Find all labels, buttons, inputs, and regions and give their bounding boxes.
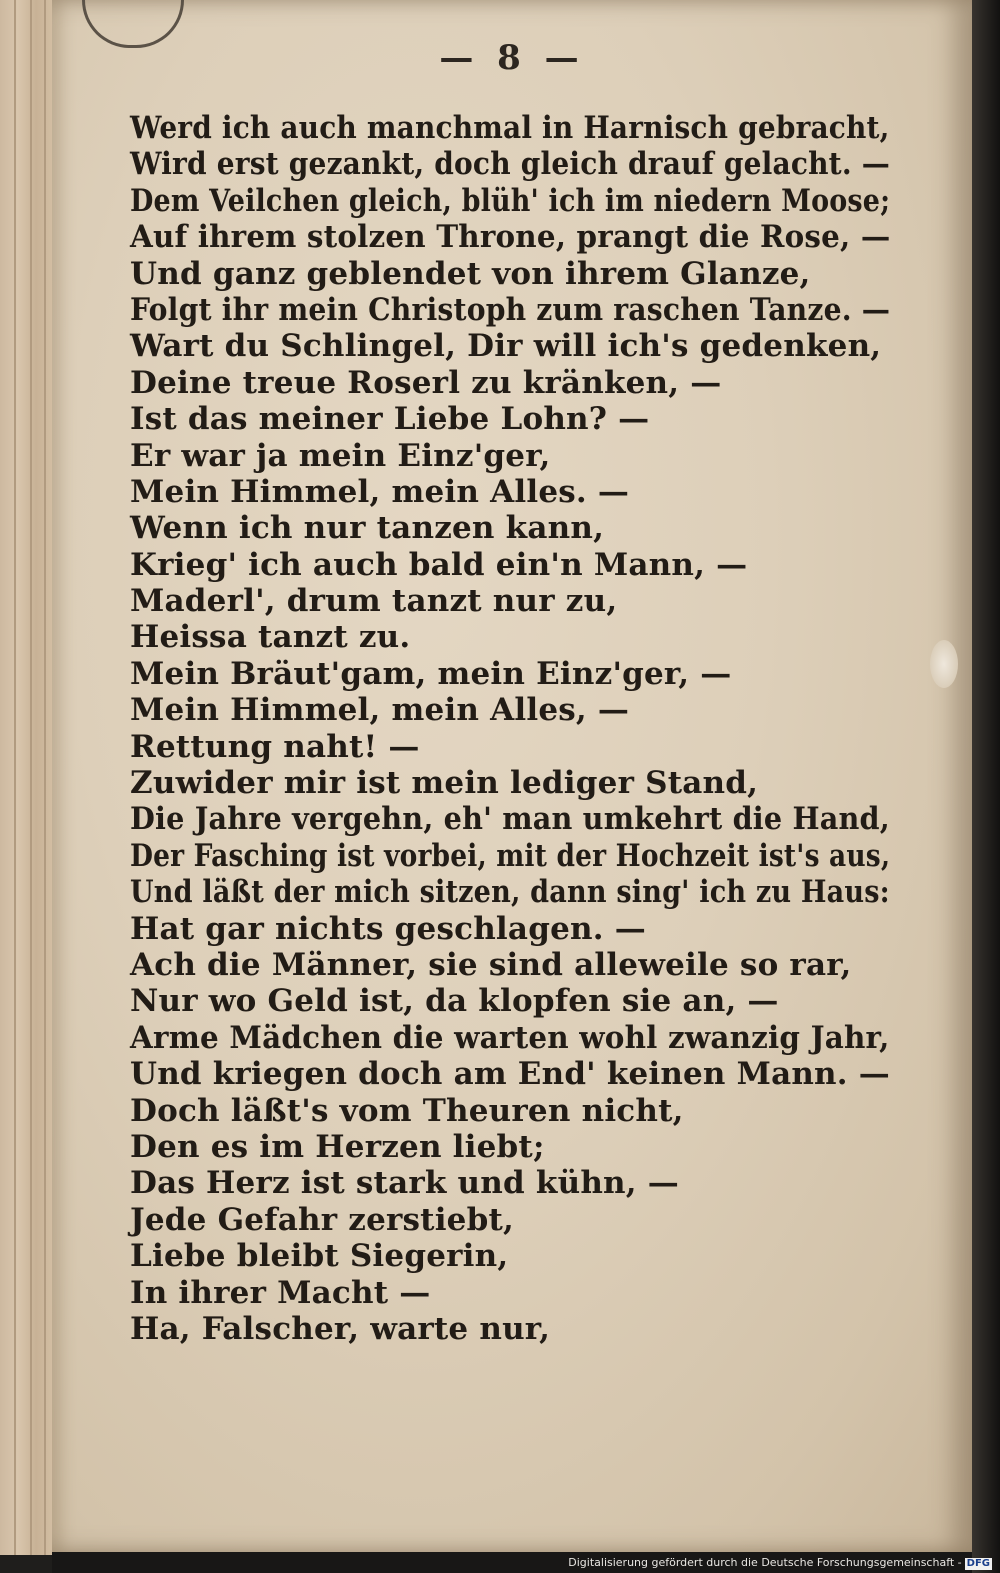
page-edge-line	[44, 0, 46, 1555]
verse-text	[130, 110, 890, 1347]
verse-line: Mein Himmel, mein Alles. —	[130, 473, 630, 510]
verse-line: Rettung naht! —	[130, 728, 420, 765]
digitization-credit	[568, 1556, 992, 1570]
verse-line: Zuwider mir ist mein lediger Stand,	[130, 765, 759, 802]
verse-line: Wart du Schlingel, Dir will ich's gedenken,	[130, 328, 882, 365]
verse-line: Arme Mädchen die warten wohl zwanzig Jahr,	[130, 1019, 890, 1056]
verse-line: Wird erst gezankt, doch gleich drauf gelacht. —	[130, 146, 890, 183]
page-edge-line	[30, 0, 32, 1555]
verse-line: Die Jahre vergehn, eh' man umkehrt die Hand,	[130, 801, 890, 838]
verse-line: Und läßt der mich sitzen, dann sing' ich zu Haus:	[130, 874, 890, 911]
verse-line: Er war ja mein Einz'ger,	[130, 437, 551, 474]
verse-line: Folgt ihr mein Christoph zum raschen Tanze. —	[130, 291, 891, 328]
page-edge-line	[14, 0, 16, 1555]
verse-line: Das Herz ist stark und kühn, —	[130, 1165, 679, 1202]
verse-line: Ist das meiner Liebe Lohn? —	[130, 401, 650, 438]
verse-line: Auf ihrem stolzen Throne, prangt die Rose, —	[130, 219, 891, 256]
verse-line: Jede Gefahr zerstiebt,	[130, 1201, 514, 1238]
verse-line: Mein Himmel, mein Alles, —	[130, 692, 630, 729]
credit-text: Digitalisierung gefördert durch die Deutsche Forschungsgemeinschaft -	[568, 1556, 962, 1569]
stacked-page-edges	[0, 0, 60, 1555]
book-page	[52, 0, 972, 1552]
book-cover-edge	[970, 0, 1000, 1573]
verse-line: Der Fasching ist vorbei, mit der Hochzeit ist's aus,	[130, 837, 891, 874]
verse-line: Nur wo Geld ist, da klopfen sie an, —	[130, 983, 779, 1020]
verse-line: Maderl', drum tanzt nur zu,	[130, 583, 618, 620]
verse-line: Heissa tanzt zu.	[130, 619, 411, 656]
verse-line: Liebe bleibt Siegerin,	[130, 1238, 509, 1275]
verse-line: Hat gar nichts geschlagen. —	[130, 910, 646, 947]
page-number: — 8 —	[439, 38, 585, 78]
verse-line: Ach die Männer, sie sind alleweile so rar,	[130, 946, 852, 983]
verse-line: Ha, Falscher, warte nur,	[130, 1310, 551, 1347]
paper-damage-spot	[930, 640, 958, 688]
verse-line: Und ganz geblendet von ihrem Glanze,	[130, 255, 811, 292]
verse-line: Und kriegen doch am End' keinen Mann. —	[130, 1056, 890, 1093]
verse-line: Wenn ich nur tanzen kann,	[130, 510, 605, 547]
verse-line: Dem Veilchen gleich, blüh' ich im niedern Moose;	[130, 182, 891, 219]
verse-line: Den es im Herzen liebt;	[130, 1128, 545, 1165]
verse-line: Krieg' ich auch bald ein'n Mann, —	[130, 546, 748, 583]
verse-line: Werd ich auch manchmal in Harnisch gebracht,	[130, 110, 890, 146]
dfg-logo: DFG	[966, 1558, 990, 1569]
verse-line: In ihrer Macht —	[130, 1274, 431, 1311]
verse-line: Mein Bräut'gam, mein Einz'ger, —	[130, 655, 732, 692]
verse-line: Doch läßt's vom Theuren nicht,	[130, 1092, 684, 1129]
verse-line: Deine treue Roserl zu kränken, —	[130, 364, 722, 401]
